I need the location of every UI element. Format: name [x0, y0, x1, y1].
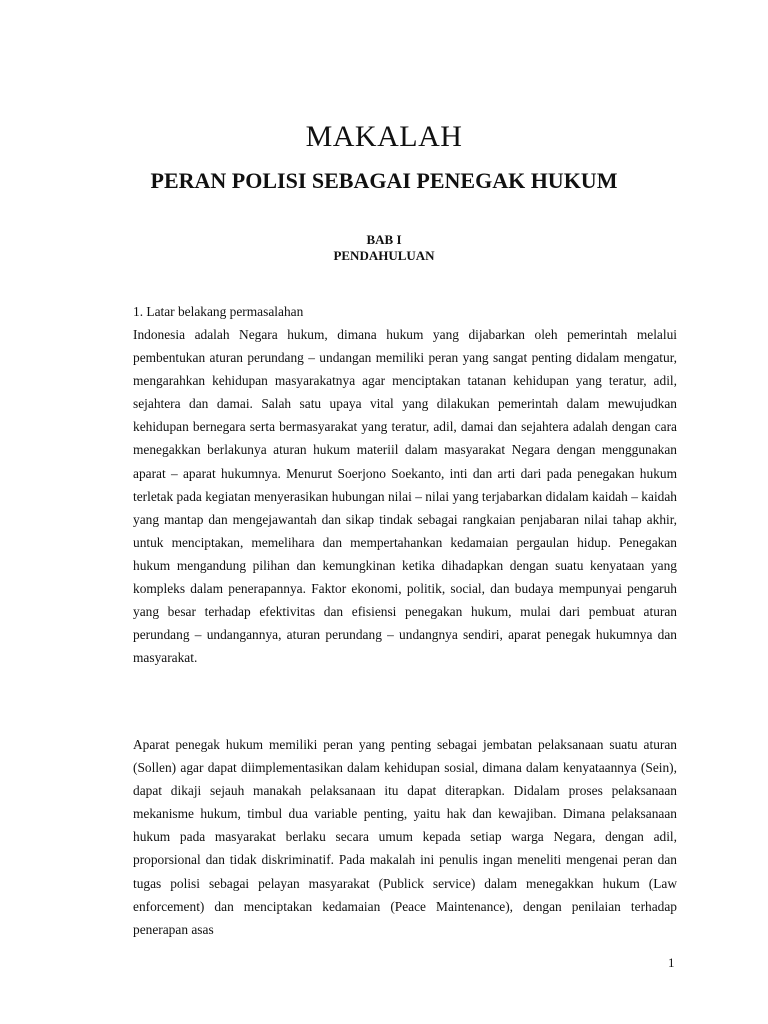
document-subtitle: PERAN POLISI SEBAGAI PENEGAK HUKUM: [150, 168, 618, 193]
section-heading: 1. Latar belakang permasalahan: [133, 304, 304, 319]
page-number: 1: [668, 955, 675, 970]
document-title: MAKALAH: [305, 120, 463, 153]
chapter-heading: [0, 232, 768, 264]
body-paragraph: Indonesia adalah Negara hukum, dimana hukum yang dijabarkan oleh pemerintah melalui pembentukan aturan perundang – undangan memiliki peran yang sangat penting didalam mengatur, mengarahkan kehidupan masyarakatnya agar menciptakan tatanan kehidupan yang teratur, adil, sejahtera dan damai. Salah satu upaya vital yang dilakukan pemerintah dalam mewujudkan kehidupan bernegara serta bermasyarakat yang teratur, adil, damai dan sejahtera adalah dengan cara menegakkan berlakunya aturan hukum materiil dalam masyarakat Negara dengan menggunakan aparat – aparat hukumnya. Menurut Soerjono Soekanto, inti dan arti dari pada penegakan hukum terletak pada kegiatan menyerasikan hubungan nilai – nilai yang terjabarkan didalam kaidah – kaidah yang mantap dan mengejawantah dan sikap tindak sebagai rangkaian penjabaran nilai tahap akhir, untuk menciptakan, memelihara dan mempertahankan kedamaian pergaulan hidup. Penegakan hukum mengandung pilihan dan kemungkinan ketika dihadapkan dengan suatu kenyataan yang kompleks dalam penerapannya. Faktor ekonomi, politik, social, dan budaya mempunyai pengaruh yang besar terhadap efektivitas dan efisiensi penegakan hukum, mulai dari pembuat aturan perundang – undangannya, aturan perundang – undangnya sendiri, aparat penegak hukumnya dan masyarakat.: [133, 327, 677, 666]
body-paragraph: Aparat penegak hukum memiliki peran yang penting sebagai jembatan pelaksanaan suatu aturan (Sollen) agar dapat diimplementasikan dalam kehidupan sosial, dimana dalam kenyataannya (Sein), dapat dikaji sejauh manakah pelaksanaan itu dapat diterapkan. Didalam proses pelaksanaan mekanisme hukum, timbul dua variable penting, yaitu hak dan kewajiban. Dimana pelaksanaan hukum pada masyarakat berlaku secara umum kepada setiap warga Negara, dengan adil, proporsional dan tidak diskriminatif. Pada makalah ini penulis ingan meneliti mengenai peran dan tugas polisi sebagai pelayan masyarakat (Publick service) dalam menegakkan hukum (Law enforcement) dan menciptakan kedamaian (Peace Maintenance), dengan penilaian terhadap penerapan asas: [133, 737, 677, 937]
chapter-name: PENDAHULUAN: [333, 248, 435, 263]
chapter-number: BAB I: [366, 232, 402, 247]
